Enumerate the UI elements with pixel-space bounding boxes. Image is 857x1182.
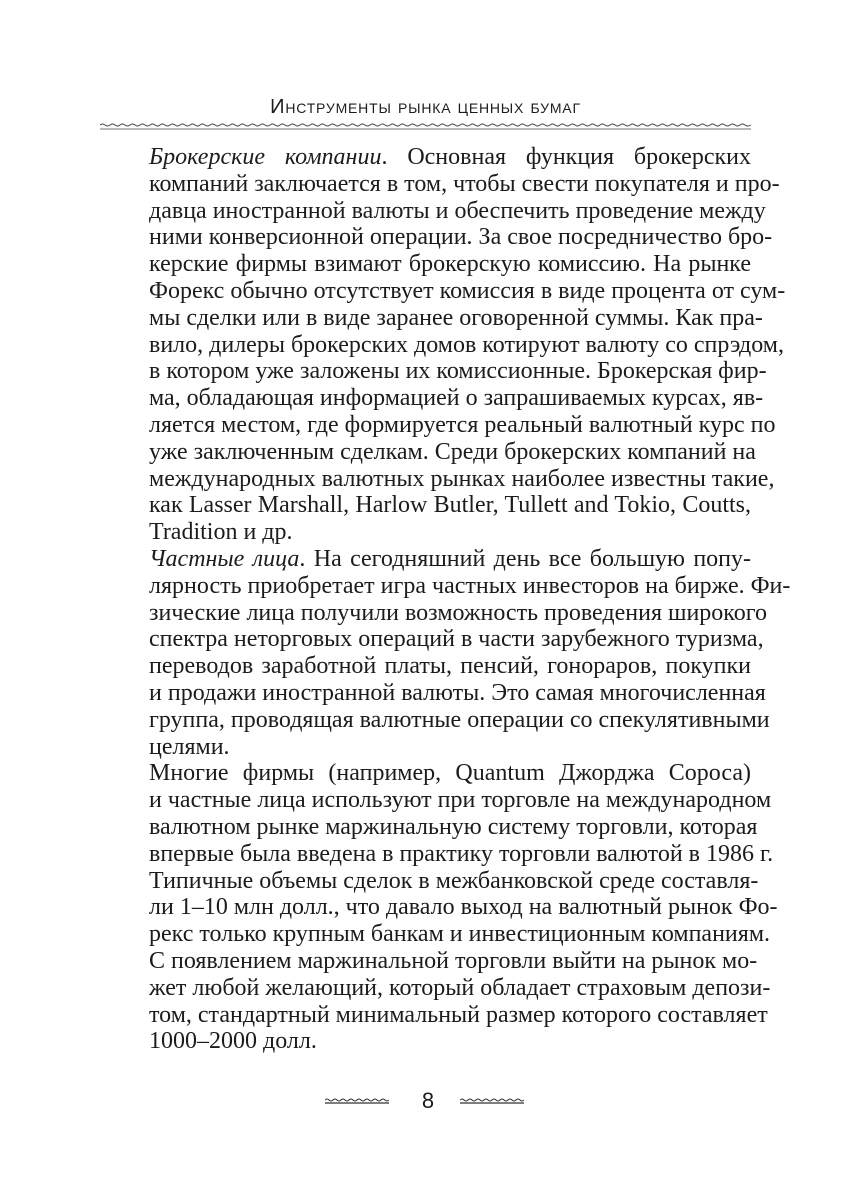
text-line: ляется местом, где формируется реальный валютный курс по <box>149 411 776 438</box>
text-line: вило, дилеры брокерских домов котируют валюту со спрэдом, <box>149 331 784 358</box>
text-line: в котором уже заложены их комиссионные. Брокерская фир- <box>149 358 767 385</box>
body-text <box>101 144 791 1055</box>
text-line: ма, обладающая информацией о запрашиваемых курсах, яв- <box>149 385 764 412</box>
paragraph-brokers <box>101 144 786 546</box>
text-line: компаний заключается в том, чтобы свести покупателя и про- <box>149 170 780 197</box>
text-line: Частные лица. На сегодняшний день все большую попу- <box>149 545 751 572</box>
text-line: валютном рынке маржинальную систему торговли, которая <box>149 813 758 840</box>
run-in-heading: Частные лица <box>149 545 300 572</box>
page-number: 8 <box>421 1088 435 1113</box>
text-line: впервые была введена в практику торговли валютой в 1986 г. <box>149 840 774 867</box>
text-line: ними конверсионной операции. За свое посредничество бро- <box>149 224 773 251</box>
text-line: С появлением маржинальной торговли выйти на рынок мо- <box>149 947 758 974</box>
text-line: керские фирмы взимают брокерскую комиссию. На рынке <box>149 251 751 278</box>
text-line: Tradition и др. <box>149 519 293 546</box>
text-line: спектра неторговых операций в части зарубежного туризма, <box>149 626 764 653</box>
text-line: Форекс обычно отсутствует комиссия в виде процента от сум- <box>149 277 786 304</box>
paragraph-margin-trading <box>101 760 778 1055</box>
text-line: 1000–2000 долл. <box>149 1028 317 1055</box>
text-line: переводов заработной платы, пенсий, гонораров, покупки <box>149 653 751 680</box>
text-line: жет любой желающий, который обладает страховым депози- <box>149 974 771 1001</box>
text-line: и продажи иностранной валюты. Это самая многочисленная <box>149 679 766 706</box>
running-header: Инструменты рынка ценных бумаг <box>270 96 581 118</box>
text-line: целями. <box>149 733 230 760</box>
text-line: Типичные объемы сделок в межбанковской среде составля- <box>149 867 759 894</box>
text-line: Многие фирмы (например, Quantum Джорджа Сороса) <box>149 760 751 787</box>
run-in-heading: Брокерские компании <box>149 144 382 170</box>
paragraph-individuals <box>101 545 791 760</box>
text-line: и частные лица используют при торговле на международном <box>149 787 772 814</box>
text-line: ли 1–10 млн долл., что давало выход на валютный рынок Фо- <box>149 894 778 921</box>
footer-ornament-right <box>460 1097 524 1105</box>
text-line: рекс только крупным банкам и инвестиционным компаниям. <box>149 921 770 948</box>
header-rule <box>100 123 751 131</box>
text-line: том, стандартный минимальный размер которого составляет <box>149 1001 768 1028</box>
text-line: как Lasser Marshall, Harlow Butler, Tullett and Tokio, Coutts, <box>149 492 751 519</box>
text-line: международных валютных рынках наиболее известны такие, <box>149 465 775 492</box>
text-line: мы сделки или в виде заранее оговоренной суммы. Как пра- <box>149 304 763 331</box>
text-line: группа, проводящая валютные операции со спекулятивными <box>149 706 770 733</box>
text-line: зические лица получили возможность проведения широкого <box>149 599 767 626</box>
page-footer <box>300 1086 557 1116</box>
text-line: лярность приобретает игра частных инвесторов на бирже. Фи- <box>149 572 791 599</box>
text-line: давца иностранной валюты и обеспечить проведение между <box>149 197 766 224</box>
text-line: Брокерские компании. Основная функция брокерских <box>149 144 751 170</box>
footer-ornament-left <box>325 1097 389 1105</box>
text-line: уже заключенным сделкам. Среди брокерских компаний на <box>149 438 756 465</box>
